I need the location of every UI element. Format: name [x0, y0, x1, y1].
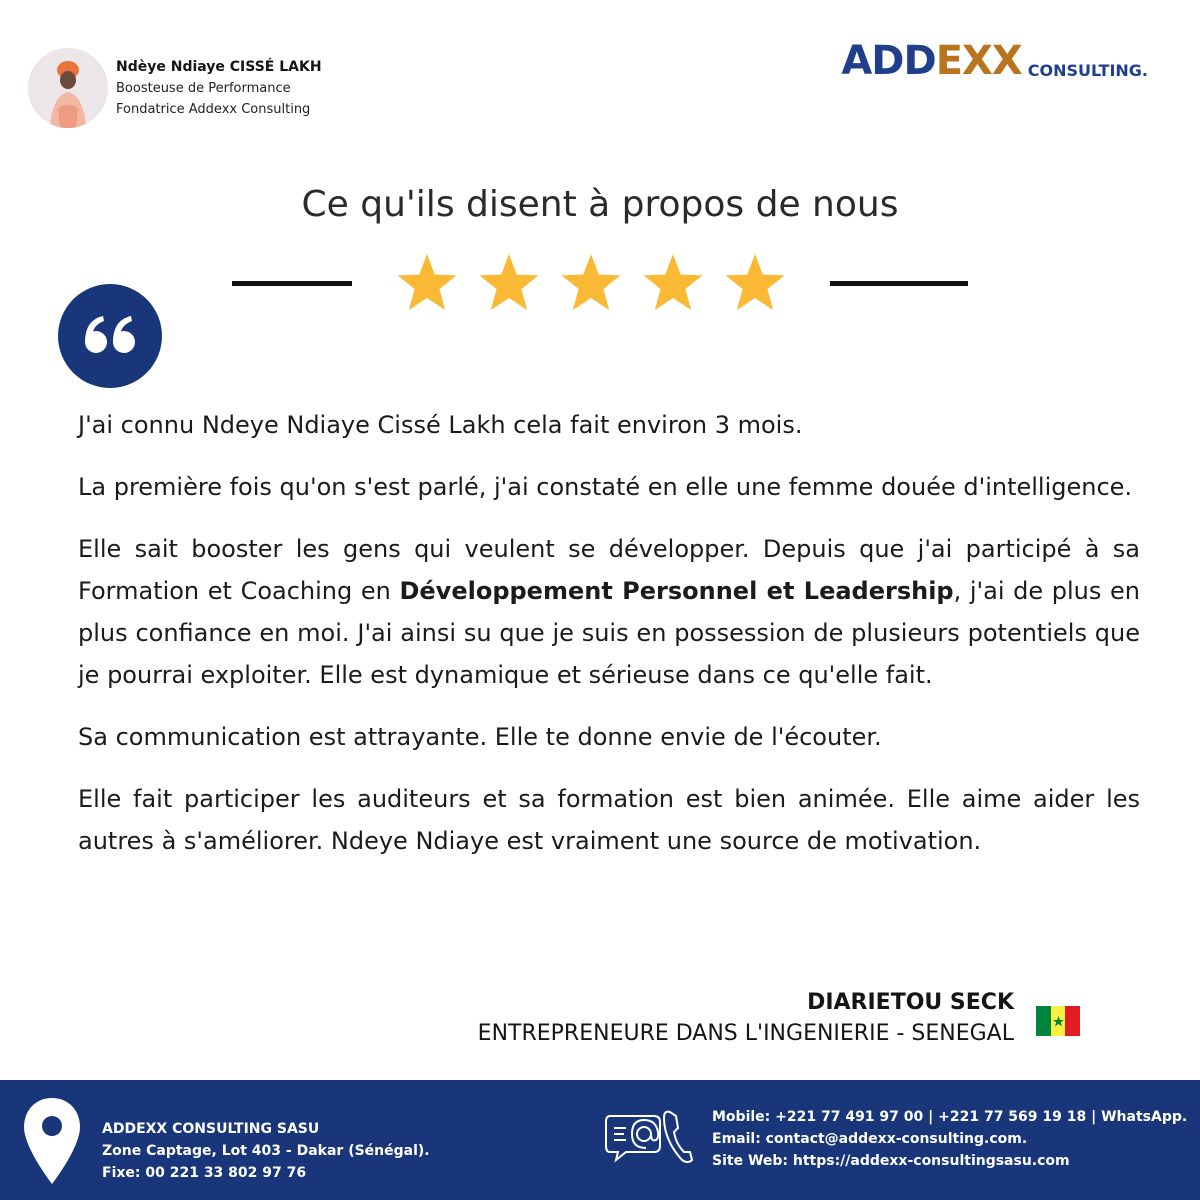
divider-left — [232, 281, 352, 286]
testimonial-paragraph-3 — [78, 528, 1140, 696]
testimonial-paragraph-4: Sa communication est attrayante. Elle te donne envie de l'écouter. — [78, 723, 882, 751]
profile-name: Ndèye Ndiaye CISSÉ LAKH — [116, 58, 322, 75]
quote-badge — [58, 284, 162, 388]
star-icon — [398, 254, 457, 310]
logo-exx-text: EXX — [935, 38, 1022, 84]
testimonial-highlight: Développement Personnel et Leadership — [399, 577, 954, 605]
avatar — [28, 48, 108, 128]
testimonial-paragraph-3-end: , j'ai de plus en plus confiance en moi. J'ai ainsi su que je suis en possession de plusieurs potentiels que je pourrai exploiter. Elle est dynamique et sérieuse dans ce qu'elle fait. — [78, 577, 1140, 689]
testimonial-text — [78, 404, 1140, 882]
logo-consulting-text: CONSULTING. — [1027, 61, 1148, 80]
addexx-logo — [841, 40, 1148, 82]
testimonial-paragraph-3-start: Elle sait booster les gens qui veulent se développer. Depuis que j'ai participé à sa Formation et Coaching en — [78, 535, 1140, 605]
divider-right — [830, 281, 968, 286]
testimonial-paragraph-1: J'ai connu Ndeye Ndiaye Cissé Lakh cela fait environ 3 mois. — [78, 411, 803, 439]
email-phone-icon — [604, 1106, 698, 1168]
footer-email[interactable]: Email: contact@addexx-consulting.com. — [712, 1131, 1028, 1147]
testimonial-paragraph-5: Elle fait participer les auditeurs et sa formation est bien animée. Elle aime aider les autres à s'améliorer. Ndeye Ndiaye est vraiment une source de motivation. — [78, 785, 1140, 855]
profile-header — [28, 48, 322, 128]
footer-company: ADDEXX CONSULTING SASU — [102, 1121, 320, 1137]
footer-website[interactable]: Site Web: https://addexx-consultingsasu.com — [712, 1153, 1070, 1169]
profile-role: Boosteuse de Performance — [116, 80, 291, 96]
author-name: DIARIETOU SECK — [807, 990, 1014, 1015]
author-block — [478, 988, 1014, 1050]
footer — [0, 1080, 1200, 1200]
footer-phone-fixed: Fixe: 00 221 33 802 97 76 — [102, 1165, 307, 1181]
logo-add-text: ADD — [841, 38, 936, 84]
star-icon — [562, 254, 621, 310]
profile-title: Fondatrice Addexx Consulting — [116, 101, 311, 117]
footer-contacts — [712, 1106, 1187, 1172]
author-role: ENTREPRENEURE DANS L'INGENIERIE - SENEGAL — [477, 1021, 1014, 1046]
star-icon — [480, 254, 539, 310]
footer-address — [102, 1118, 430, 1184]
page-title: Ce qu'ils disent à propos de nous — [301, 184, 899, 225]
star-icon — [644, 254, 703, 310]
quote-icon — [58, 284, 162, 388]
location-pin-icon — [22, 1096, 82, 1188]
footer-mobile[interactable]: Mobile: +221 77 491 97 00 | +221 77 569 19 18 | WhatsApp. — [712, 1109, 1188, 1125]
footer-address-line: Zone Captage, Lot 403 - Dakar (Sénégal). — [102, 1143, 430, 1159]
star-icon — [726, 254, 785, 310]
rating-stars — [392, 252, 792, 314]
testimonial-paragraph-2: La première fois qu'on s'est parlé, j'ai constaté en elle une femme douée d'intelligence. — [78, 473, 1133, 501]
senegal-flag-icon — [1036, 1006, 1080, 1036]
